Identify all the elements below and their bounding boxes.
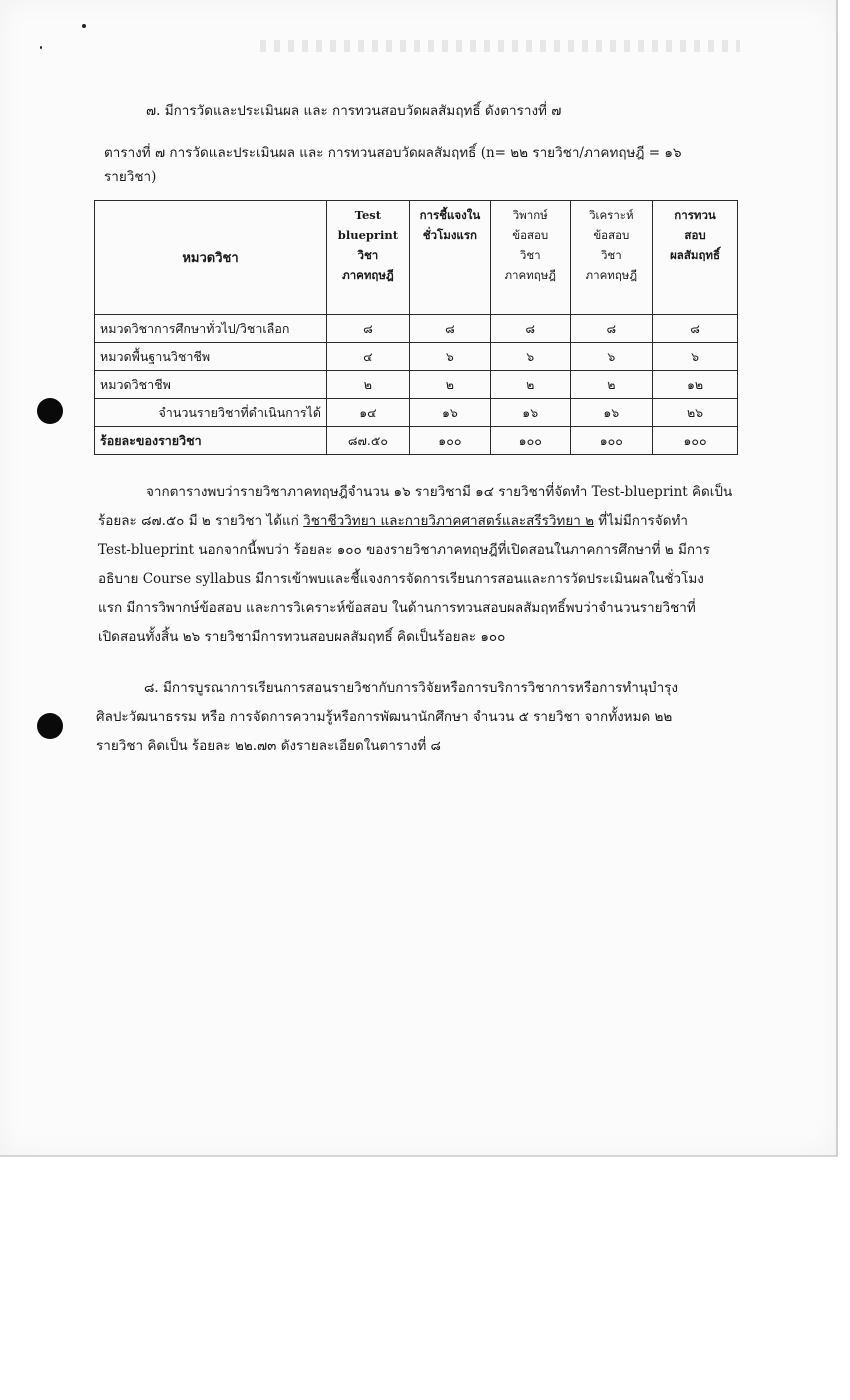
cell-value: ๒ — [570, 371, 653, 399]
cell-value: ๑๐๐ — [570, 427, 653, 455]
row-category: จำนวนรายวิชาที่ดำเนินการได้ — [95, 399, 327, 427]
table-row-total — [95, 399, 738, 427]
table-7-caption-continued: รายวิชา) — [104, 169, 157, 185]
cell-value: ๖ — [570, 343, 653, 371]
table-row-percent — [95, 427, 738, 455]
paragraph-line — [98, 478, 732, 507]
cell-value: ๑๔ — [326, 399, 409, 427]
paragraph-line — [98, 594, 732, 623]
section-8-paragraph — [96, 674, 678, 761]
table-row — [95, 371, 738, 399]
paragraph-line — [96, 674, 678, 703]
cell-value: ๘ — [326, 315, 409, 343]
table-7-caption: ตารางที่ ๗ การวัดและประเมินผล และ การทวนสอบวัดผลสัมฤทธิ์ (n= ๒๒ รายวิชา/ภาคทฤษฎี = ๑๖ — [104, 145, 682, 161]
cell-value: ๒ — [326, 371, 409, 399]
paragraph-text: ศิลปะวัฒนาธรรม หรือ การจัดการความรู้หรือการพัฒนานักศึกษา จำนวน ๕ รายวิชา จากทั้งหมด ๒๒ — [96, 709, 673, 725]
cell-value: ๖ — [409, 343, 490, 371]
paragraph-text: อธิบาย Course syllabus มีการเข้าพบและชี้แจงการจัดการเรียนการสอนและการวัดประเมินผลในชั่วโมง — [98, 571, 704, 587]
row-category: ร้อยละของรายวิชา — [95, 427, 327, 455]
row-category: หมวดวิชาชีพ — [95, 371, 327, 399]
paragraph-line — [98, 507, 732, 536]
cell-value: ๘ — [570, 315, 653, 343]
table-row — [95, 343, 738, 371]
paragraph-line — [98, 623, 732, 652]
cell-value: ๔ — [326, 343, 409, 371]
cell-value: ๘ — [409, 315, 490, 343]
paragraph-text: แรก มีการวิพากษ์ข้อสอบ และการวิเคราะห์ข้อสอบ ในด้านการทวนสอบผลสัมฤทธิ์พบว่าจำนวนรายวิชาที่ — [98, 600, 696, 616]
cell-value: ๑๐๐ — [490, 427, 570, 455]
section-7-heading: ๗. มีการวัดและประเมินผล และ การทวนสอบวัดผลสัมฤทธิ์ ดังตารางที่ ๗ — [146, 103, 562, 119]
scan-speck — [82, 24, 86, 28]
paragraph-line — [96, 703, 678, 732]
cell-value: ๘๗.๕๐ — [326, 427, 409, 455]
cell-value: ๑๐๐ — [409, 427, 490, 455]
paragraph-text: จากตารางพบว่ารายวิชาภาคทฤษฎีจำนวน ๑๖ รายวิชามี ๑๔ รายวิชาที่จัดทำ Test-blueprint คิดเป็น — [146, 484, 733, 500]
blank-margin-below-scan — [0, 1157, 850, 1400]
cell-value: ๖ — [490, 343, 570, 371]
cell-value: ๒ — [490, 371, 570, 399]
header-category: หมวดวิชา — [95, 201, 327, 315]
scan-speck — [40, 46, 42, 49]
paragraph-line — [98, 565, 732, 594]
cell-value: ๑๖ — [409, 399, 490, 427]
paragraph-text: Test-blueprint นอกจากนี้พบว่า ร้อยละ ๑๐๐ ของรายวิชาภาคทฤษฎีที่เปิดสอนในภาคการศึกษาที่ ๒ มีการ — [98, 542, 710, 558]
cell-value: ๘ — [653, 315, 738, 343]
paragraph-text: รายวิชา คิดเป็น ร้อยละ ๒๒.๗๓ ดังรายละเอียดในตารางที่ ๘ — [96, 738, 441, 754]
cell-value: ๘ — [490, 315, 570, 343]
paragraph-line — [98, 536, 732, 565]
header-test-blueprint: Test blueprint วิชา ภาคทฤษฎี — [326, 201, 409, 315]
findings-paragraph — [98, 478, 732, 652]
assessment-table — [94, 200, 738, 455]
header-exam-analysis: วิเคราะห์ ข้อสอบ วิชา ภาคทฤษฎี — [570, 201, 653, 315]
cell-value: ๑๖ — [490, 399, 570, 427]
cell-value: ๖ — [653, 343, 738, 371]
row-category: หมวดพื้นฐานวิชาชีพ — [95, 343, 327, 371]
cell-value: ๒ — [409, 371, 490, 399]
paragraph-text: ที่ไม่มีการจัดทำ — [594, 513, 688, 529]
underlined-course-names: วิชาชีววิทยา และกายวิภาคศาสตร์และสรีรวิทยา ๒ — [303, 513, 594, 529]
punch-hole — [37, 713, 63, 739]
header-achievement-verification: การทวน สอบ ผลสัมฤทธิ์ — [653, 201, 738, 315]
table-row — [95, 315, 738, 343]
faded-header-bleedthrough — [260, 40, 740, 52]
header-first-hour-briefing: การชี้แจงใน ชั่วโมงแรก — [409, 201, 490, 315]
row-category: หมวดวิชาการศึกษาทั่วไป/วิชาเลือก — [95, 315, 327, 343]
header-exam-critique: วิพากษ์ ข้อสอบ วิชา ภาคทฤษฎี — [490, 201, 570, 315]
paragraph-line — [96, 732, 678, 761]
cell-value: ๑๒ — [653, 371, 738, 399]
paragraph-text: ร้อยละ ๘๗.๕๐ มี ๒ รายวิชา ได้แก่ — [98, 513, 304, 529]
table-header-row — [95, 201, 738, 315]
cell-value: ๑๖ — [570, 399, 653, 427]
cell-value: ๑๐๐ — [653, 427, 738, 455]
paragraph-text: เปิดสอนทั้งสิ้น ๒๖ รายวิชามีการทวนสอบผลสัมฤทธิ์ คิดเป็นร้อยละ ๑๐๐ — [98, 629, 506, 645]
cell-value: ๒๖ — [653, 399, 738, 427]
paragraph-text: ๘. มีการบูรณาการเรียนการสอนรายวิชากับการวิจัยหรือการบริการวิชาการหรือการทำนุบำรุง — [144, 680, 679, 696]
punch-hole — [37, 398, 63, 424]
